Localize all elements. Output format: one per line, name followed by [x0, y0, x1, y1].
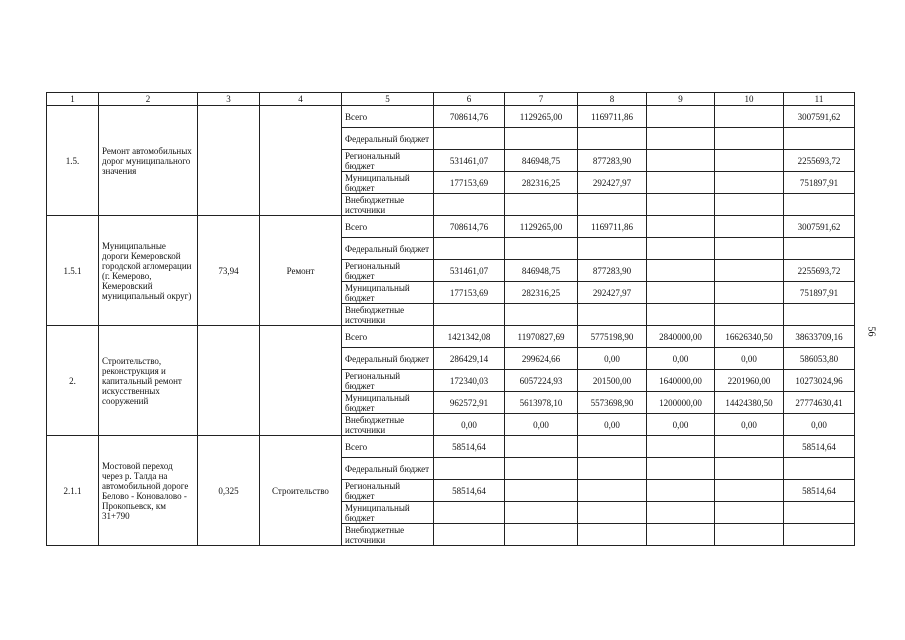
- table-row: [47, 326, 855, 348]
- value-cell: [715, 458, 784, 480]
- value-cell: 3007591,62: [784, 106, 855, 128]
- value-cell: [715, 238, 784, 260]
- value-cell: [715, 128, 784, 150]
- item-number: 2.: [47, 326, 99, 436]
- value-cell: [715, 524, 784, 546]
- item-length: 73,94: [198, 216, 260, 326]
- budget-table: [46, 92, 855, 546]
- value-cell: 286429,14: [434, 348, 505, 370]
- value-cell: 1421342,08: [434, 326, 505, 348]
- funding-source: Муниципальный бюджет: [342, 392, 434, 414]
- value-cell: 751897,91: [784, 172, 855, 194]
- value-cell: 877283,90: [578, 150, 647, 172]
- value-cell: [647, 524, 715, 546]
- table-row: [47, 216, 855, 238]
- value-cell: 14424380,50: [715, 392, 784, 414]
- value-cell: 5573698,90: [578, 392, 647, 414]
- value-cell: [647, 172, 715, 194]
- item-length: [198, 106, 260, 216]
- value-cell: [647, 150, 715, 172]
- funding-source: Всего: [342, 436, 434, 458]
- value-cell: 0,00: [578, 348, 647, 370]
- value-cell: 3007591,62: [784, 216, 855, 238]
- value-cell: [578, 304, 647, 326]
- value-cell: [715, 216, 784, 238]
- value-cell: [715, 260, 784, 282]
- value-cell: 2201960,00: [715, 370, 784, 392]
- column-header: 10: [715, 93, 784, 106]
- value-cell: [647, 502, 715, 524]
- table-body: [47, 93, 855, 546]
- value-cell: 0,00: [647, 414, 715, 436]
- value-cell: 11970827,69: [505, 326, 578, 348]
- column-header: 8: [578, 93, 647, 106]
- value-cell: 58514,64: [784, 436, 855, 458]
- work-type: [260, 106, 342, 216]
- value-cell: 0,00: [578, 414, 647, 436]
- item-number: 2.1.1: [47, 436, 99, 546]
- value-cell: [784, 304, 855, 326]
- funding-source: Внебюджетные источники: [342, 414, 434, 436]
- value-cell: 58514,64: [434, 480, 505, 502]
- value-cell: 0,00: [715, 414, 784, 436]
- value-cell: 6057224,93: [505, 370, 578, 392]
- work-type: Ремонт: [260, 216, 342, 326]
- funding-source: Всего: [342, 216, 434, 238]
- work-type: Строительство: [260, 436, 342, 546]
- value-cell: 846948,75: [505, 150, 578, 172]
- value-cell: 282316,25: [505, 172, 578, 194]
- item-length: [198, 326, 260, 436]
- value-cell: 708614,76: [434, 106, 505, 128]
- value-cell: 282316,25: [505, 282, 578, 304]
- value-cell: [505, 524, 578, 546]
- value-cell: [784, 194, 855, 216]
- value-cell: 16626340,50: [715, 326, 784, 348]
- funding-source: Региональный бюджет: [342, 150, 434, 172]
- value-cell: 0,00: [505, 414, 578, 436]
- value-cell: [578, 502, 647, 524]
- value-cell: [715, 194, 784, 216]
- funding-source: Внебюджетные источники: [342, 524, 434, 546]
- value-cell: 0,00: [434, 414, 505, 436]
- value-cell: [434, 194, 505, 216]
- value-cell: 0,00: [647, 348, 715, 370]
- header-row: [47, 93, 855, 106]
- funding-source: Муниципальный бюджет: [342, 502, 434, 524]
- funding-source: Федеральный бюджет: [342, 238, 434, 260]
- value-cell: [505, 304, 578, 326]
- value-cell: 586053,80: [784, 348, 855, 370]
- table-row: [47, 106, 855, 128]
- work-type: [260, 326, 342, 436]
- value-cell: [647, 128, 715, 150]
- funding-source: Федеральный бюджет: [342, 128, 434, 150]
- column-header: 3: [198, 93, 260, 106]
- page-number: 56: [865, 326, 877, 337]
- value-cell: 201500,00: [578, 370, 647, 392]
- funding-source: Всего: [342, 326, 434, 348]
- column-header: 2: [99, 93, 198, 106]
- column-header: 11: [784, 93, 855, 106]
- value-cell: [578, 524, 647, 546]
- value-cell: [647, 238, 715, 260]
- value-cell: [647, 216, 715, 238]
- value-cell: [647, 304, 715, 326]
- value-cell: [784, 128, 855, 150]
- value-cell: 58514,64: [784, 480, 855, 502]
- value-cell: [434, 502, 505, 524]
- funding-source: Муниципальный бюджет: [342, 172, 434, 194]
- value-cell: [434, 304, 505, 326]
- value-cell: [715, 304, 784, 326]
- value-cell: 0,00: [715, 348, 784, 370]
- value-cell: 2255693,72: [784, 150, 855, 172]
- value-cell: [578, 194, 647, 216]
- funding-source: Федеральный бюджет: [342, 348, 434, 370]
- value-cell: 877283,90: [578, 260, 647, 282]
- value-cell: [784, 524, 855, 546]
- value-cell: 299624,66: [505, 348, 578, 370]
- value-cell: [784, 458, 855, 480]
- value-cell: 38633709,16: [784, 326, 855, 348]
- value-cell: [715, 106, 784, 128]
- value-cell: [578, 436, 647, 458]
- value-cell: [505, 458, 578, 480]
- column-header: 9: [647, 93, 715, 106]
- value-cell: 292427,97: [578, 172, 647, 194]
- value-cell: [505, 480, 578, 502]
- item-name: Муниципальные дороги Кемеровской городской агломерации (г. Кемерово, Кемеровский муниципальный округ): [99, 216, 198, 326]
- value-cell: 177153,69: [434, 172, 505, 194]
- value-cell: 292427,97: [578, 282, 647, 304]
- funding-source: Внебюджетные источники: [342, 194, 434, 216]
- value-cell: 531461,07: [434, 150, 505, 172]
- value-cell: [647, 282, 715, 304]
- value-cell: 172340,03: [434, 370, 505, 392]
- value-cell: [647, 436, 715, 458]
- column-header: 7: [505, 93, 578, 106]
- column-header: 5: [342, 93, 434, 106]
- value-cell: [578, 458, 647, 480]
- value-cell: 177153,69: [434, 282, 505, 304]
- value-cell: [715, 150, 784, 172]
- table-row: [47, 436, 855, 458]
- value-cell: [505, 436, 578, 458]
- value-cell: 1129265,00: [505, 106, 578, 128]
- funding-source: Региональный бюджет: [342, 370, 434, 392]
- funding-source: Региональный бюджет: [342, 260, 434, 282]
- value-cell: [647, 260, 715, 282]
- funding-source: Всего: [342, 106, 434, 128]
- value-cell: 962572,91: [434, 392, 505, 414]
- column-header: 1: [47, 93, 99, 106]
- value-cell: [505, 128, 578, 150]
- value-cell: 58514,64: [434, 436, 505, 458]
- value-cell: 751897,91: [784, 282, 855, 304]
- column-header: 6: [434, 93, 505, 106]
- value-cell: 27774630,41: [784, 392, 855, 414]
- value-cell: [715, 502, 784, 524]
- value-cell: 1169711,86: [578, 216, 647, 238]
- value-cell: [784, 238, 855, 260]
- funding-source: Муниципальный бюджет: [342, 282, 434, 304]
- value-cell: [505, 238, 578, 260]
- funding-source: Региональный бюджет: [342, 480, 434, 502]
- item-number: 1.5.: [47, 106, 99, 216]
- value-cell: 708614,76: [434, 216, 505, 238]
- value-cell: [578, 480, 647, 502]
- value-cell: 2255693,72: [784, 260, 855, 282]
- value-cell: [715, 282, 784, 304]
- value-cell: 1129265,00: [505, 216, 578, 238]
- item-name: Мостовой переход через р. Талда на автомобильной дороге Белово - Коновалово - Прокопьевск, км 31+790: [99, 436, 198, 546]
- value-cell: [434, 128, 505, 150]
- value-cell: 2840000,00: [647, 326, 715, 348]
- value-cell: 846948,75: [505, 260, 578, 282]
- value-cell: [578, 238, 647, 260]
- funding-source: Внебюджетные источники: [342, 304, 434, 326]
- column-header: 4: [260, 93, 342, 106]
- value-cell: 1169711,86: [578, 106, 647, 128]
- value-cell: [434, 238, 505, 260]
- item-name: Строительство, реконструкция и капитальный ремонт искусственных сооружений: [99, 326, 198, 436]
- value-cell: [647, 106, 715, 128]
- value-cell: 1640000,00: [647, 370, 715, 392]
- funding-source: Федеральный бюджет: [342, 458, 434, 480]
- value-cell: [505, 502, 578, 524]
- value-cell: 531461,07: [434, 260, 505, 282]
- value-cell: [715, 480, 784, 502]
- value-cell: 1200000,00: [647, 392, 715, 414]
- value-cell: [505, 194, 578, 216]
- value-cell: [647, 480, 715, 502]
- value-cell: 10273024,96: [784, 370, 855, 392]
- value-cell: [715, 436, 784, 458]
- value-cell: [647, 458, 715, 480]
- value-cell: [715, 172, 784, 194]
- item-length: 0,325: [198, 436, 260, 546]
- value-cell: [784, 502, 855, 524]
- value-cell: [578, 128, 647, 150]
- value-cell: [434, 458, 505, 480]
- value-cell: 5775198,90: [578, 326, 647, 348]
- value-cell: [434, 524, 505, 546]
- item-number: 1.5.1: [47, 216, 99, 326]
- value-cell: 5613978,10: [505, 392, 578, 414]
- value-cell: [647, 194, 715, 216]
- item-name: Ремонт автомобильных дорог муниципального значения: [99, 106, 198, 216]
- value-cell: 0,00: [784, 414, 855, 436]
